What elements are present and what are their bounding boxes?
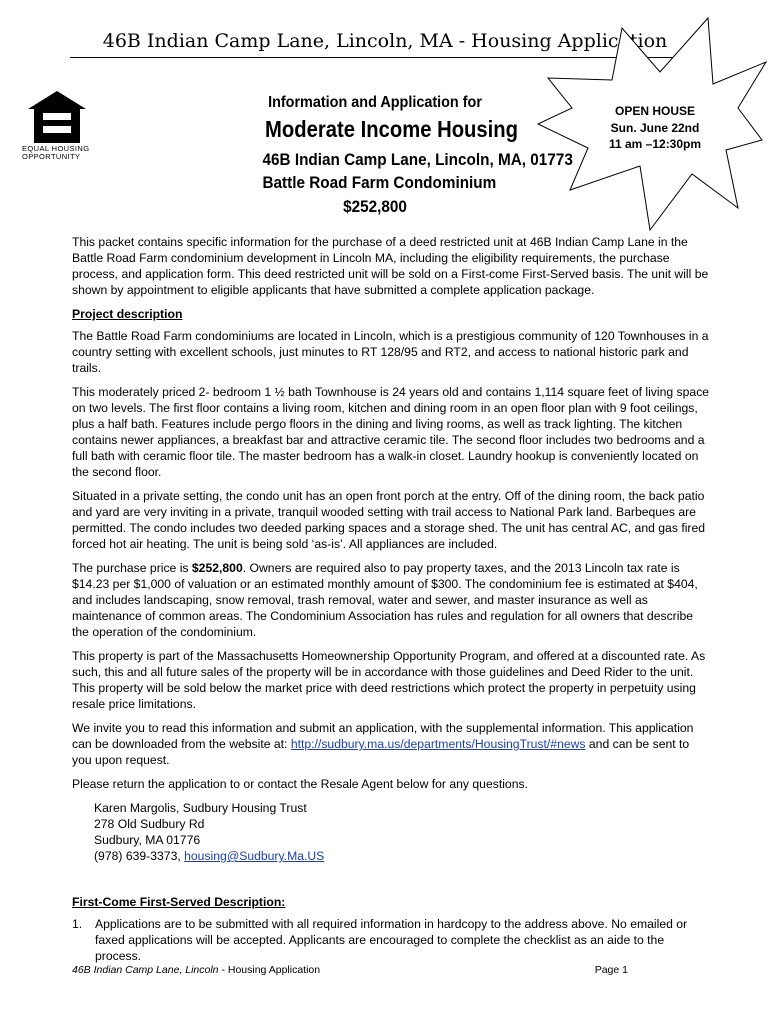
list-item-text: Applications are to be submitted with all required information in hardcopy to the address above. No emailed or faxed applications will be accepted. Applicants are encouraged to complete the checklist as an aide to the process.	[95, 917, 688, 963]
paragraph-location: The Battle Road Farm condominiums are located in Lincoln, which is a prestigious community of 120 Townhouses in a country setting with excellent schools, just minutes to RT 128/95 and RT2, and access to national historic park and trails.	[72, 329, 709, 375]
paragraph-unit-details: This moderately priced 2- bedroom 1 ½ bath Townhouse is 24 years old and contains 1,114 square feet of living space on two levels. The first floor contains a living room, kitchen and dining room in an open floor plan with 9 foot ceilings, plus a half bath. Features include pergo floors in the dining and living rooms, as well as track lighting. The kitchen contains newer appliances, a breakfast bar and attractive ceramic tile. The second floor includes two bedrooms and a full bath with ceramic floor tile. The master bedroom has a walk-in closet. Laundry hookup is conveniently located on the second floor.	[72, 385, 710, 479]
purchase-price: $252,800	[191, 561, 243, 575]
paragraph-setting: Situated in a private setting, the condo unit has an open front porch at the entry. Off of the dining room, the back patio and yard are very inviting in a private, tranquil wooded setting with trail access to National Park land. Barbeques are permitted. The condo includes two deeded parking spaces and a storage shed. The unit has central AC, and gas fired forced hot air heating. The unit is being sold ‘as-is’. All appliances are included.	[72, 489, 706, 551]
heading-condominium: Battle Road Farm Condominium	[262, 173, 497, 192]
intro-paragraph: This packet contains specific information for the purchase of a deed restricted unit at 46B Indian Camp Lane in the Battle Road Farm condominium development in Lincoln MA, including the eligibility requirements, the purchase process, and application form. This deed restricted unit will be sold on a First-come First-Served basis. The unit will be shown by appointment to eligible applicants that have submitted a complete application package.	[72, 235, 709, 297]
contact-street: 278 Old Sudbury Rd	[94, 817, 205, 831]
application-download-link[interactable]: http://sudbury.ma.us/departments/HousingTrust/#news	[290, 737, 586, 751]
house-icon	[26, 89, 88, 145]
list-item-number: 1.	[72, 917, 83, 931]
page-footer	[72, 964, 628, 976]
heading-info: Information and Application for	[268, 94, 482, 111]
list-item	[72, 916, 712, 964]
resale-agent-contact	[94, 800, 712, 864]
logo-line-1: EQUAL HOUSING	[22, 144, 90, 153]
contact-name: Karen Margolis, Sudbury Housing Trust	[94, 801, 307, 815]
paragraph-contact-intro: Please return the application to or contact the Resale Agent below for any questions.	[72, 777, 528, 791]
paragraph-price: The purchase price is $252,800. Owners are required also to pay property taxes, and the 2013 Lincoln tax rate is $14.23 per $1,000 of valuation or an estimated monthly amount of $300. The condominium fee is estimated at $404, and includes landscaping, snow removal, trash removal, water and sewer, and master insurance as well as maintenance of common areas. The Condominium Association has rules and regulation for all owners that describe the operation of the condominium.	[72, 561, 698, 639]
running-title: 46B Indian Camp Lane, Lincoln, MA - Housing Application	[102, 30, 668, 52]
logo-line-2: OPPORTUNITY	[22, 152, 81, 161]
paragraph-download: We invite you to read this information and submit an application, with the supplemental information. This application can be downloaded from the website at: http://sudbury.ma.us/departments/HousingTrust/#news and can be sent to you upon request.	[72, 721, 694, 767]
footer-title: 46B Indian Camp Lane, Lincoln - Housing Application	[72, 964, 321, 976]
open-house-date: Sun. June 22nd	[610, 121, 700, 135]
fcfs-heading: First-Come First-Served Description:	[72, 895, 286, 909]
open-house-time: 11 am –12:30pm	[608, 137, 702, 151]
body-content	[72, 234, 712, 964]
heading-main: Moderate Income Housing	[265, 116, 519, 142]
contact-phone-email: (978) 639-3373, housing@Sudbury.Ma.US	[94, 849, 325, 863]
project-description-heading: Project description	[72, 307, 183, 321]
equal-housing-logo	[22, 89, 92, 161]
heading-address: 46B Indian Camp Lane, Lincoln, MA, 01773	[262, 150, 573, 169]
spacer	[72, 872, 712, 894]
starburst-shape	[530, 0, 770, 240]
open-house-title: OPEN HOUSE	[614, 104, 695, 118]
page-number: Page 1	[594, 964, 628, 976]
contact-city: Sudbury, MA 01776	[94, 833, 201, 847]
contact-email-link[interactable]: housing@Sudbury.Ma.US	[184, 849, 325, 863]
heading-price: $252,800	[343, 197, 407, 216]
paragraph-program: This property is part of the Massachusetts Homeownership Opportunity Program, and offered at a discounted rate. As such, this and all future sales of the property will be in accordance with those guidelines and Deed Rider to the unit. This property will be sold below the market price with deed restrictions which protect the property in perpetuity using resale price limitations.	[72, 649, 706, 711]
